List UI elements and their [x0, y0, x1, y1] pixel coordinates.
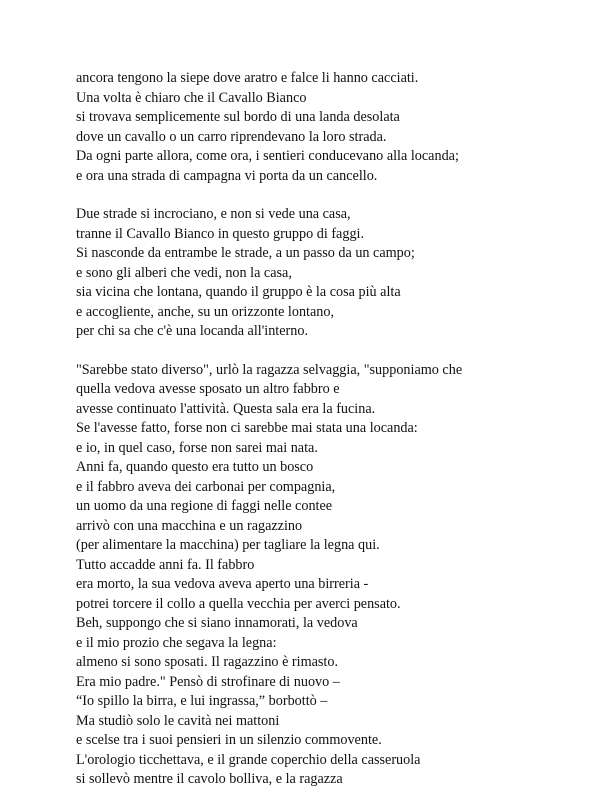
poem-line: Ma studiò solo le cavità nei mattoni	[76, 712, 280, 729]
poem-line: "Sarebbe stato diverso", urlò la ragazza selvaggia, "supponiamo che	[76, 361, 463, 378]
poem-line: Una volta è chiaro che il Cavallo Bianco	[76, 89, 307, 106]
poem-line: e accogliente, anche, su un orizzonte lontano,	[76, 303, 335, 320]
poem-line: e sono gli alberi che vedi, non la casa,	[76, 264, 292, 281]
poem-line: “Io spillo la birra, e lui ingrassa,” borbottò –	[76, 693, 328, 709]
poem-line: Da ogni parte allora, come ora, i sentieri conducevano alla locanda;	[76, 148, 459, 164]
poem-line: ancora tengono la siepe dove aratro e falce li hanno cacciati.	[76, 70, 419, 86]
poem-line: e il mio prozio che segava la legna:	[76, 634, 277, 651]
poem-line: Due strade si incrociano, e non si vede una casa,	[76, 206, 351, 222]
poem-line: e il fabbro aveva dei carbonai per compagnia,	[76, 478, 336, 495]
poem-line: si trovava semplicemente sul bordo di una landa desolata	[76, 109, 400, 125]
poem-line: L'orologio ticchettava, e il grande coperchio della casseruola	[76, 751, 421, 768]
poem-line: Tutto accadde anni fa. Il fabbro	[76, 556, 255, 573]
poem-line: Anni fa, quando questo era tutto un bosco	[76, 459, 314, 475]
poem-text	[76, 69, 576, 790]
poem-line: e ora una strada di campagna vi porta da un cancello.	[76, 167, 378, 184]
poem-line: Si nasconde da entrambe le strade, a un passo da un campo;	[76, 245, 415, 261]
poem-line: Se l'avesse fatto, forse non ci sarebbe mai stata una locanda:	[76, 420, 418, 436]
stanza	[76, 205, 576, 342]
poem-line: e scelse tra i suoi pensieri in un silenzio commovente.	[76, 732, 382, 748]
poem-line: almeno si sono sposati. Il ragazzino è rimasto.	[76, 654, 339, 670]
stanza	[76, 361, 576, 790]
poem-line: Beh, suppongo che si siano innamorati, la vedova	[76, 615, 358, 631]
poem-line: avesse continuato l'attività. Questa sala era la fucina.	[76, 400, 376, 417]
poem-line: quella vedova avesse sposato un altro fabbro e	[76, 381, 340, 397]
poem-line: un uomo da una regione di faggi nelle contee	[76, 498, 333, 514]
poem-line: tranne il Cavallo Bianco in questo gruppo di faggi.	[76, 225, 365, 242]
poem-line: per chi sa che c'è una locanda all'interno.	[76, 323, 309, 339]
stanza	[76, 69, 576, 186]
poem-line: dove un cavallo o un carro riprendevano la loro strada.	[76, 128, 387, 145]
poem-line: (per alimentare la macchina) per tagliare la legna qui.	[76, 537, 380, 553]
poem-line: era morto, la sua vedova aveva aperto una birreria -	[76, 576, 369, 592]
poem-line: Era mio padre." Pensò di strofinare di nuovo –	[76, 673, 340, 690]
poem-line: e io, in quel caso, forse non sarei mai nata.	[76, 439, 318, 456]
poem-line: si sollevò mentre il cavolo bolliva, e la ragazza	[76, 771, 343, 787]
poem-line: sia vicina che lontana, quando il gruppo è la cosa più alta	[76, 284, 401, 300]
poem-line: potrei torcere il collo a quella vecchia per averci pensato.	[76, 595, 401, 612]
poem-line: arrivò con una macchina e un ragazzino	[76, 517, 303, 534]
